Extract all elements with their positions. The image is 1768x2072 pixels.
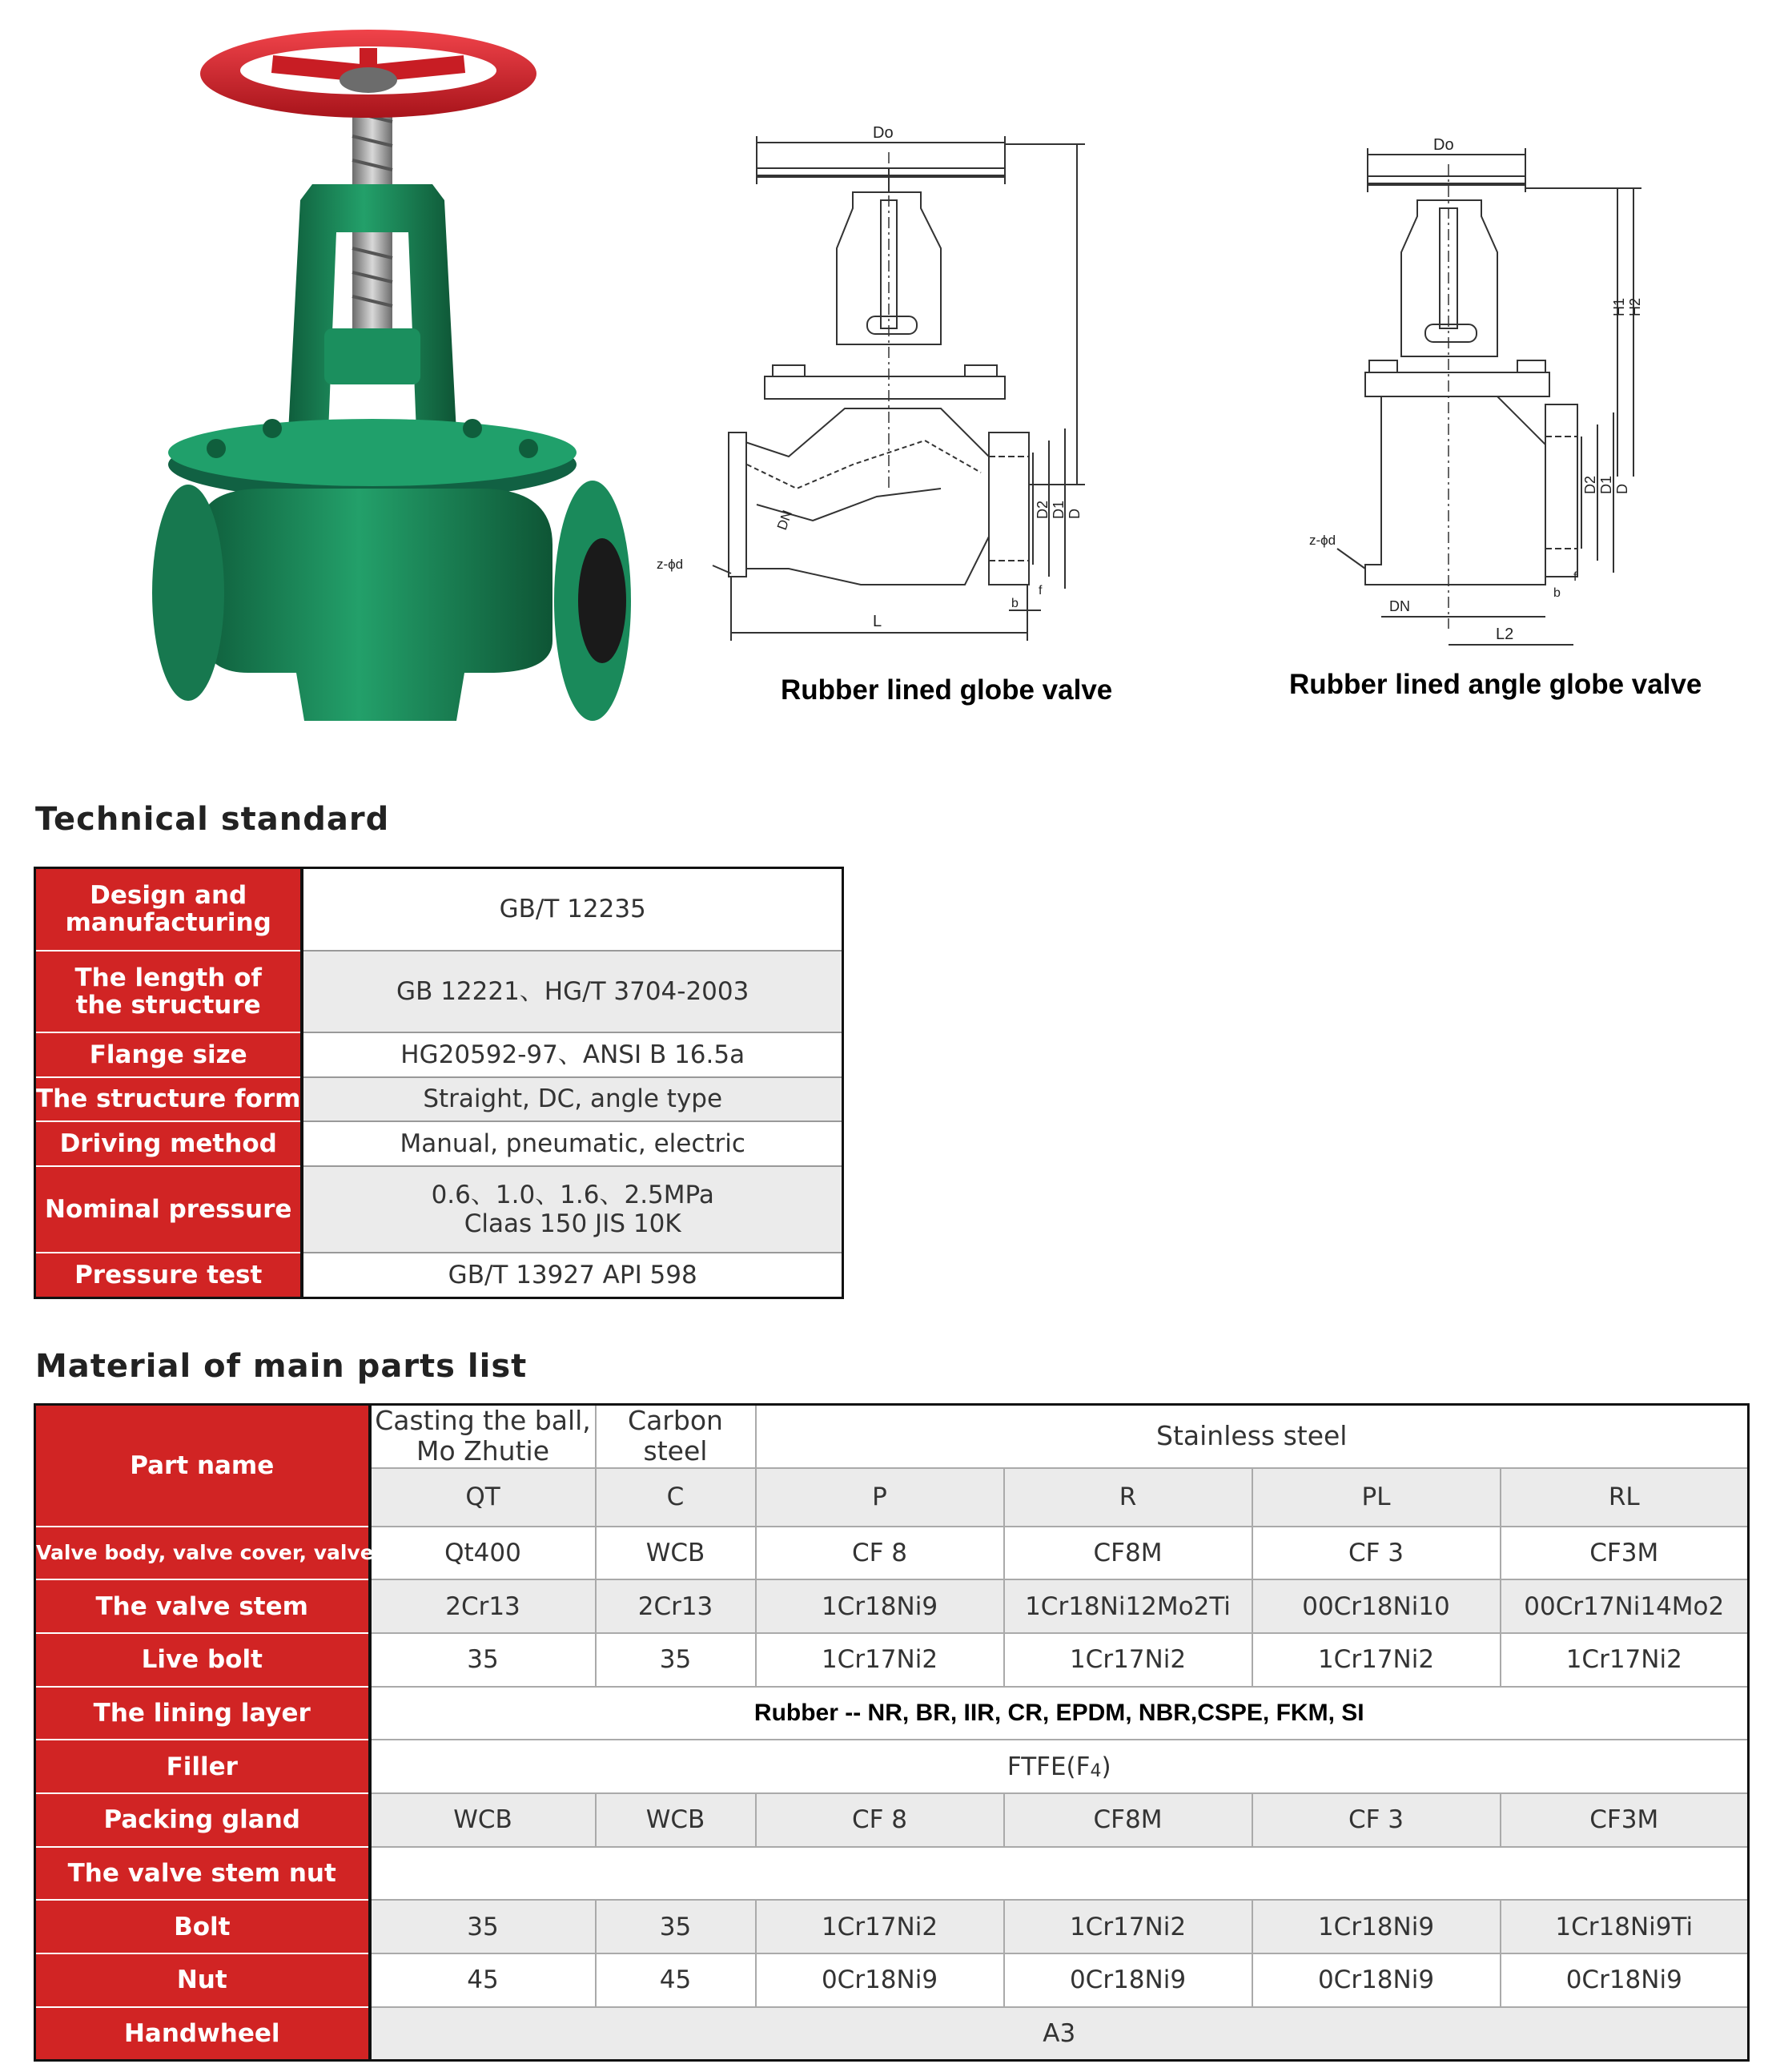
group-header: Stainless steel bbox=[756, 1405, 1749, 1468]
dim-zphi-2: z-ϕd bbox=[1309, 533, 1336, 548]
group-header: Casting the ball, Mo Zhutie bbox=[370, 1405, 596, 1468]
material-cell: CF 3 bbox=[1252, 1527, 1501, 1580]
material-cell: Qt400 bbox=[370, 1527, 596, 1580]
material-cell: CF8M bbox=[1004, 1793, 1252, 1847]
material-cell: 1Cr17Ni2 bbox=[1004, 1633, 1252, 1687]
material-cell: 0Cr18Ni9 bbox=[756, 1953, 1004, 2007]
part-label: Handwheel bbox=[35, 2007, 370, 2061]
tech-label: The structure form bbox=[35, 1077, 303, 1122]
tech-value-line: 0.6、1.0、1.6、2.5MPa bbox=[431, 1180, 714, 1209]
material-cell: WCB bbox=[596, 1527, 756, 1580]
globe-valve-caption: Rubber lined globe valve bbox=[781, 674, 1113, 706]
part-label: The valve stem bbox=[35, 1579, 370, 1633]
tech-value-line: Claas 150 JIS 10K bbox=[464, 1209, 681, 1238]
part-label: Nut bbox=[35, 1953, 370, 2007]
material-cell: 35 bbox=[596, 1900, 756, 1953]
material-cell: 00Cr18Ni10 bbox=[1252, 1579, 1501, 1633]
tech-label: Design and manufacturing bbox=[35, 868, 303, 951]
filler-cell: $FTFE(F_4)$ bbox=[370, 1740, 1749, 1793]
material-cell: CF8M bbox=[1004, 1527, 1252, 1580]
material-cell: 35 bbox=[370, 1633, 596, 1687]
material-cell: 1Cr17Ni2 bbox=[1252, 1633, 1501, 1687]
material-row bbox=[35, 1847, 1749, 1901]
dim-f-2: f bbox=[1573, 570, 1577, 584]
tech-row bbox=[35, 1121, 843, 1166]
material-row bbox=[35, 1527, 1749, 1580]
dim-d: D bbox=[1067, 509, 1083, 519]
tech-value: Straight, DC, angle type bbox=[302, 1077, 842, 1122]
technical-standard-table bbox=[34, 867, 844, 1299]
part-label: Valve body, valve cover, valve bbox=[35, 1527, 370, 1580]
material-cell: 0Cr18Ni9 bbox=[1004, 1953, 1252, 2007]
dim-f: f bbox=[1039, 584, 1043, 597]
tech-label: The length of the structure bbox=[35, 951, 303, 1032]
material-cell: 2Cr13 bbox=[596, 1579, 756, 1633]
code-cell: RL bbox=[1501, 1468, 1749, 1527]
tech-row bbox=[35, 1253, 843, 1298]
code-cell: C bbox=[596, 1468, 756, 1527]
dim-h2: H2 bbox=[1627, 297, 1643, 316]
material-cell: 1Cr17Ni2 bbox=[756, 1900, 1004, 1953]
tech-label: Nominal pressure bbox=[35, 1166, 303, 1253]
part-label: Filler bbox=[35, 1740, 370, 1793]
material-cell: 1Cr17Ni2 bbox=[1501, 1633, 1749, 1687]
material-cell: 1Cr18Ni9 bbox=[756, 1579, 1004, 1633]
technical-standard-title: Technical standard bbox=[35, 801, 390, 838]
part-label: The valve stem nut bbox=[35, 1847, 370, 1901]
material-row bbox=[35, 1687, 1749, 1740]
dim-d2-2: D2 bbox=[1582, 475, 1598, 494]
material-cell: WCB bbox=[596, 1793, 756, 1847]
dim-h1: H1 bbox=[1611, 297, 1627, 316]
tech-label: Driving method bbox=[35, 1121, 303, 1166]
part-label: Packing gland bbox=[35, 1793, 370, 1847]
material-row bbox=[35, 1633, 1749, 1687]
tech-row bbox=[35, 868, 843, 951]
dim-zphi: z-ϕd bbox=[657, 557, 684, 572]
material-cell: CF3M bbox=[1501, 1793, 1749, 1847]
valve-photo bbox=[152, 16, 633, 737]
tech-value: GB/T 13927 API 598 bbox=[302, 1253, 842, 1298]
material-row bbox=[35, 1793, 1749, 1847]
material-cell: 0Cr18Ni9 bbox=[1501, 1953, 1749, 2007]
dim-d2: D2 bbox=[1035, 500, 1051, 519]
tech-row bbox=[35, 1032, 843, 1077]
material-cell: CF 8 bbox=[756, 1527, 1004, 1580]
dim-dn: DN bbox=[774, 508, 796, 533]
code-cell: PL bbox=[1252, 1468, 1501, 1527]
material-row bbox=[35, 1579, 1749, 1633]
globe-valve-drawing bbox=[657, 120, 1141, 665]
tech-row bbox=[35, 1077, 843, 1122]
group-header: Carbon steel bbox=[596, 1405, 756, 1468]
stem-nut-cell bbox=[370, 1847, 1749, 1901]
handwheel-cell: A3 bbox=[370, 2007, 1749, 2061]
material-cell: 1Cr17Ni2 bbox=[1004, 1900, 1252, 1953]
tech-value bbox=[302, 1166, 842, 1253]
tech-value: Manual, pneumatic, electric bbox=[302, 1121, 842, 1166]
tech-row bbox=[35, 1166, 843, 1253]
material-row bbox=[35, 1740, 1749, 1793]
material-cell: 2Cr13 bbox=[370, 1579, 596, 1633]
tech-label: Pressure test bbox=[35, 1253, 303, 1298]
code-cell: QT bbox=[370, 1468, 596, 1527]
tech-value: GB/T 12235 bbox=[302, 868, 842, 951]
material-cell: 00Cr17Ni14Mo2 bbox=[1501, 1579, 1749, 1633]
tech-label: Flange size bbox=[35, 1032, 303, 1077]
tech-value: HG20592-97、ANSI B 16.5a bbox=[302, 1032, 842, 1077]
material-cell: 35 bbox=[596, 1633, 756, 1687]
code-cell: R bbox=[1004, 1468, 1252, 1527]
material-cell: 45 bbox=[370, 1953, 596, 2007]
tech-value: GB 12221、HG/T 3704-2003 bbox=[302, 951, 842, 1032]
material-cell: WCB bbox=[370, 1793, 596, 1847]
dim-l2: L2 bbox=[1496, 626, 1514, 643]
material-cell: CF 3 bbox=[1252, 1793, 1501, 1847]
material-header-row bbox=[35, 1405, 1749, 1468]
dim-d-2: D bbox=[1614, 484, 1630, 494]
part-label: The lining layer bbox=[35, 1687, 370, 1740]
material-cell: 1Cr18Ni9Ti bbox=[1501, 1900, 1749, 1953]
material-row bbox=[35, 1953, 1749, 2007]
dim-d1-2: D1 bbox=[1598, 475, 1614, 494]
material-cell: 35 bbox=[370, 1900, 596, 1953]
material-cell: CF 8 bbox=[756, 1793, 1004, 1847]
dim-b: b bbox=[1011, 597, 1019, 610]
dim-d1: D1 bbox=[1051, 500, 1067, 519]
angle-globe-valve-drawing bbox=[1289, 132, 1658, 665]
part-label: Live bolt bbox=[35, 1633, 370, 1687]
material-cell: 0Cr18Ni9 bbox=[1252, 1953, 1501, 2007]
material-table bbox=[34, 1403, 1750, 2062]
material-row bbox=[35, 2007, 1749, 2061]
dim-b-2: b bbox=[1553, 586, 1561, 600]
material-cell: 1Cr18Ni12Mo2Ti bbox=[1004, 1579, 1252, 1633]
dim-l: L bbox=[873, 613, 882, 630]
material-list-title: Material of main parts list bbox=[35, 1348, 528, 1385]
material-row bbox=[35, 1900, 1749, 1953]
angle-globe-valve-caption: Rubber lined angle globe valve bbox=[1289, 669, 1702, 700]
code-cell: P bbox=[756, 1468, 1004, 1527]
dim-dn-2: DN bbox=[1389, 598, 1410, 614]
material-cell: 1Cr18Ni9 bbox=[1252, 1900, 1501, 1953]
part-name-header: Part name bbox=[35, 1405, 370, 1527]
dim-do: Do bbox=[873, 124, 894, 142]
lining-cell: Rubber -- NR, BR, IIR, CR, EPDM, NBR,CSPE, FKM, SI bbox=[370, 1687, 1749, 1740]
material-cell: 1Cr17Ni2 bbox=[756, 1633, 1004, 1687]
material-cell: CF3M bbox=[1501, 1527, 1749, 1580]
part-label: Bolt bbox=[35, 1900, 370, 1953]
dim-do-2: Do bbox=[1433, 136, 1454, 154]
material-cell: 45 bbox=[596, 1953, 756, 2007]
tech-row bbox=[35, 951, 843, 1032]
